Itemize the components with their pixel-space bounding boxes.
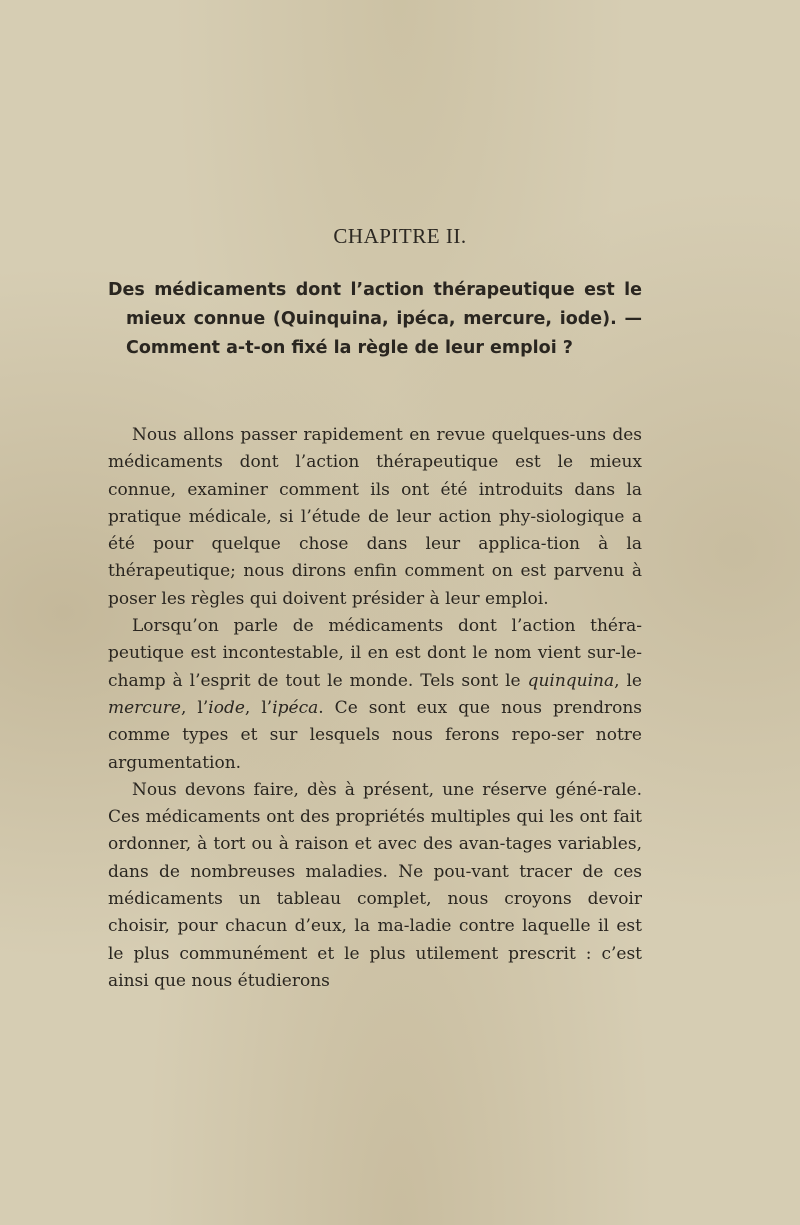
paragraph-3: Nous devons faire, dès à présent, une réserve géné-rale. Ces médicaments ont des propriétés multiples qui les ont fait ordonner, à tort ou à raison et avec des avan-tages variables, dans de nombreuses maladies. Ne pou-vant tracer de ces médicaments un tableau complet, nous croyons devoir choisir, pour chacun d’eux, la ma-ladie contre laquelle il est le plus communément et le plus utilement prescrit : c’est ainsi que nous étudierons — [108, 779, 642, 991]
body-text — [108, 422, 642, 995]
paragraph-2-outro: . Ce sont eux que nous prendrons comme types et sur lesquels nous ferons repo-ser notre argumentation. — [108, 697, 642, 773]
term-ipeca: ipéca — [272, 697, 319, 718]
paragraph-2-sep-3: , l’ — [244, 697, 273, 718]
paragraph-2-sep-2: , l’ — [180, 697, 209, 718]
paragraph-2-intro: Lorsqu’on parle de médicaments dont l’action théra-peutique est incontestable, il en est dont le nom vient sur-le-champ à l’esprit de tout le monde. Tels sont le — [108, 616, 642, 691]
term-mercure: mercure — [108, 697, 181, 718]
chapter-heading — [108, 276, 642, 363]
term-quinquina: quinquina — [527, 670, 615, 691]
paragraph-1: Nous allons passer rapidement en revue quelques-uns des médicaments dont l’action thérapeutique est le mieux connue, examiner comment ils ont été introduits dans la pratique médicale, si l’étude de leur action phy-siologique a été pour quelque chose dans leur applica-tion à la thérapeutique; nous dirons enfin comment on est parvenu à poser les règles qui doivent présider à leur emploi. — [108, 425, 642, 609]
chapter-title: CHAPITRE II. — [333, 224, 467, 248]
chapter-heading-text: Des médicaments dont l’action thérapeutique est le mieux connue (Quinquina, ipéca, mercure, iode). — Comment a-t-on fixé la règle de leur emploi ? — [108, 280, 642, 358]
paragraph-2-sep-1: , le — [614, 670, 642, 691]
term-iode: iode — [208, 697, 245, 718]
paragraph-2 — [108, 613, 642, 777]
